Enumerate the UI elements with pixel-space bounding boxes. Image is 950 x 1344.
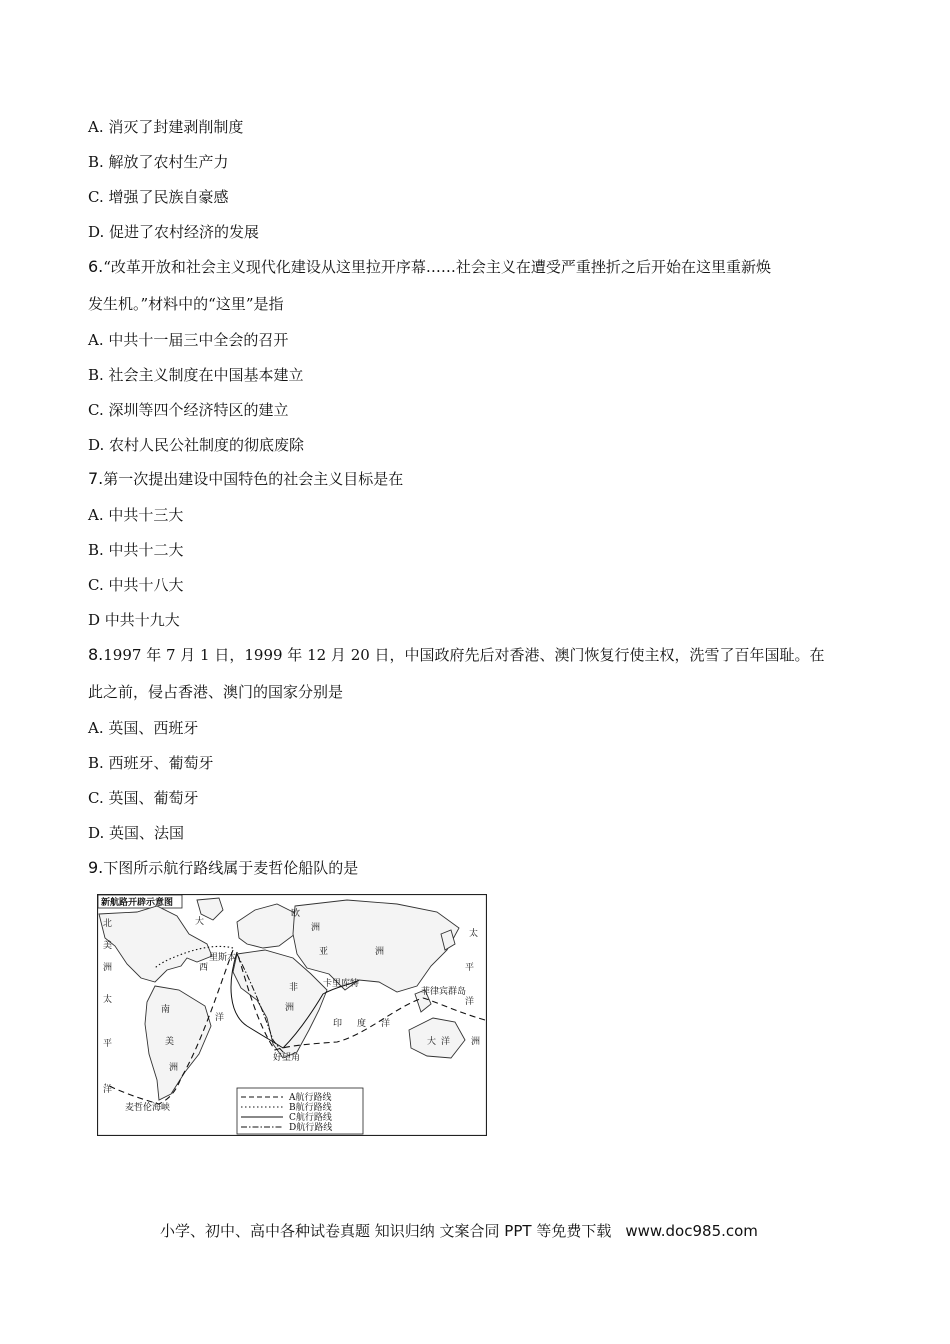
legend-b-label: B航行路线 bbox=[289, 1103, 332, 1113]
q5-option-a: A. 消灭了封建剥削制度 bbox=[88, 118, 244, 136]
q7-stem bbox=[88, 469, 403, 489]
label-philippines: 菲律宾群岛 bbox=[421, 987, 467, 997]
q8-option-c: C. 英国、葡萄牙 bbox=[88, 789, 199, 807]
label-indian-1: 印 bbox=[333, 1019, 343, 1029]
label-atlantic-2: 西 bbox=[199, 963, 209, 973]
q8-stem-text: 1997 年 7 月 1 日，1999 年 12 月 20 日，中国政府先后对香港、澳门恢复行使主权，洗雪了百年国耻。在 bbox=[103, 646, 825, 664]
legend-a-label: A航行路线 bbox=[289, 1093, 332, 1103]
q5-option-c: C. 增强了民族自豪感 bbox=[88, 188, 229, 206]
q6-option-d: D. 农村人民公社制度的彻底废除 bbox=[88, 436, 305, 454]
label-africa-2: 洲 bbox=[285, 1003, 295, 1013]
label-asia-1: 亚 bbox=[319, 947, 329, 957]
label-atlantic-1: 大 bbox=[195, 917, 205, 927]
label-calicut: 卡里库特 bbox=[323, 979, 360, 989]
label-south-america-1: 南 bbox=[161, 1005, 171, 1015]
label-atlantic-3: 洋 bbox=[215, 1013, 225, 1023]
q8-stem-line1 bbox=[88, 645, 825, 665]
q8-option-a: A. 英国、西班牙 bbox=[88, 719, 199, 737]
label-magellan-strait: 麦哲伦海峡 bbox=[125, 1103, 171, 1113]
label-north-america-1: 北 bbox=[103, 919, 113, 929]
label-cape: 好望角 bbox=[273, 1053, 301, 1063]
q5-option-d: D. 促进了农村经济的发展 bbox=[88, 223, 260, 241]
label-pacific-left-2: 平 bbox=[103, 1039, 113, 1049]
label-south-america-2: 美 bbox=[165, 1037, 175, 1047]
legend-c-label: C航行路线 bbox=[289, 1113, 332, 1123]
q8-option-b: B. 西班牙、葡萄牙 bbox=[88, 754, 214, 772]
label-africa-1: 非 bbox=[289, 983, 299, 993]
q7-stem-text: 第一次提出建设中国特色的社会主义目标是在 bbox=[103, 470, 404, 488]
q8-option-d: D. 英国、法国 bbox=[88, 824, 185, 842]
navigation-routes-map bbox=[97, 894, 487, 1136]
q6-stem-line1 bbox=[88, 257, 771, 277]
q6-stem-line2: 发生机。”材料中的“这里”是指 bbox=[88, 295, 284, 313]
label-pacific-right-1: 太 bbox=[469, 929, 479, 939]
label-lisbon: 里斯本 bbox=[209, 953, 237, 963]
q7-number: 7. bbox=[88, 469, 104, 488]
label-pacific-left-3: 洋 bbox=[103, 1085, 113, 1095]
q7-option-c: C. 中共十八大 bbox=[88, 576, 184, 594]
q8-stem-line2: 此之前，侵占香港、澳门的国家分别是 bbox=[88, 683, 344, 701]
map-legend bbox=[237, 1088, 363, 1134]
label-indian-3: 洋 bbox=[381, 1019, 391, 1029]
label-oceania-2: 洋 bbox=[441, 1037, 451, 1047]
label-europe-1: 欧 bbox=[291, 909, 301, 919]
label-north-america-2: 美 bbox=[103, 941, 113, 951]
label-indian-2: 度 bbox=[357, 1019, 367, 1029]
q7-option-d: D 中共十九大 bbox=[88, 611, 180, 629]
q9-stem bbox=[88, 858, 358, 878]
page-footer bbox=[160, 1220, 758, 1241]
label-pacific-right-3: 洋 bbox=[465, 997, 475, 1007]
footer-url-link[interactable]: www.doc985.com bbox=[625, 1222, 758, 1240]
q6-stem-text: “改革开放和社会主义现代化建设从这里拉开序幕……社会主义在遭受严重挫折之后开始在这里重新焕 bbox=[103, 258, 771, 276]
q8-number: 8. bbox=[88, 645, 104, 664]
label-south-america-3: 洲 bbox=[169, 1063, 179, 1073]
q5-option-b: B. 解放了农村生产力 bbox=[88, 153, 229, 171]
map-title: 新航路开辟示意图 bbox=[101, 898, 174, 908]
legend-d-label: D航行路线 bbox=[289, 1123, 333, 1133]
label-oceania-3: 洲 bbox=[471, 1037, 481, 1047]
label-pacific-right-2: 平 bbox=[465, 963, 475, 973]
q7-option-b: B. 中共十二大 bbox=[88, 541, 184, 559]
label-north-america-3: 洲 bbox=[103, 963, 113, 973]
label-asia-2: 洲 bbox=[375, 947, 385, 957]
q6-option-b: B. 社会主义制度在中国基本建立 bbox=[88, 366, 304, 384]
footer-text: 小学、初中、高中各种试卷真题 知识归纳 文案合同 PPT 等免费下载 bbox=[160, 1222, 612, 1240]
label-pacific-left-1: 太 bbox=[103, 995, 113, 1005]
q7-option-a: A. 中共十三大 bbox=[88, 506, 184, 524]
label-europe-2: 洲 bbox=[311, 923, 321, 933]
q6-option-a: A. 中共十一届三中全会的召开 bbox=[88, 331, 289, 349]
q9-number: 9. bbox=[88, 858, 104, 877]
label-oceania-1: 大 bbox=[427, 1037, 437, 1047]
q6-option-c: C. 深圳等四个经济特区的建立 bbox=[88, 401, 289, 419]
q9-stem-text: 下图所示航行路线属于麦哲伦船队的是 bbox=[103, 859, 359, 877]
q6-number: 6. bbox=[88, 257, 104, 276]
